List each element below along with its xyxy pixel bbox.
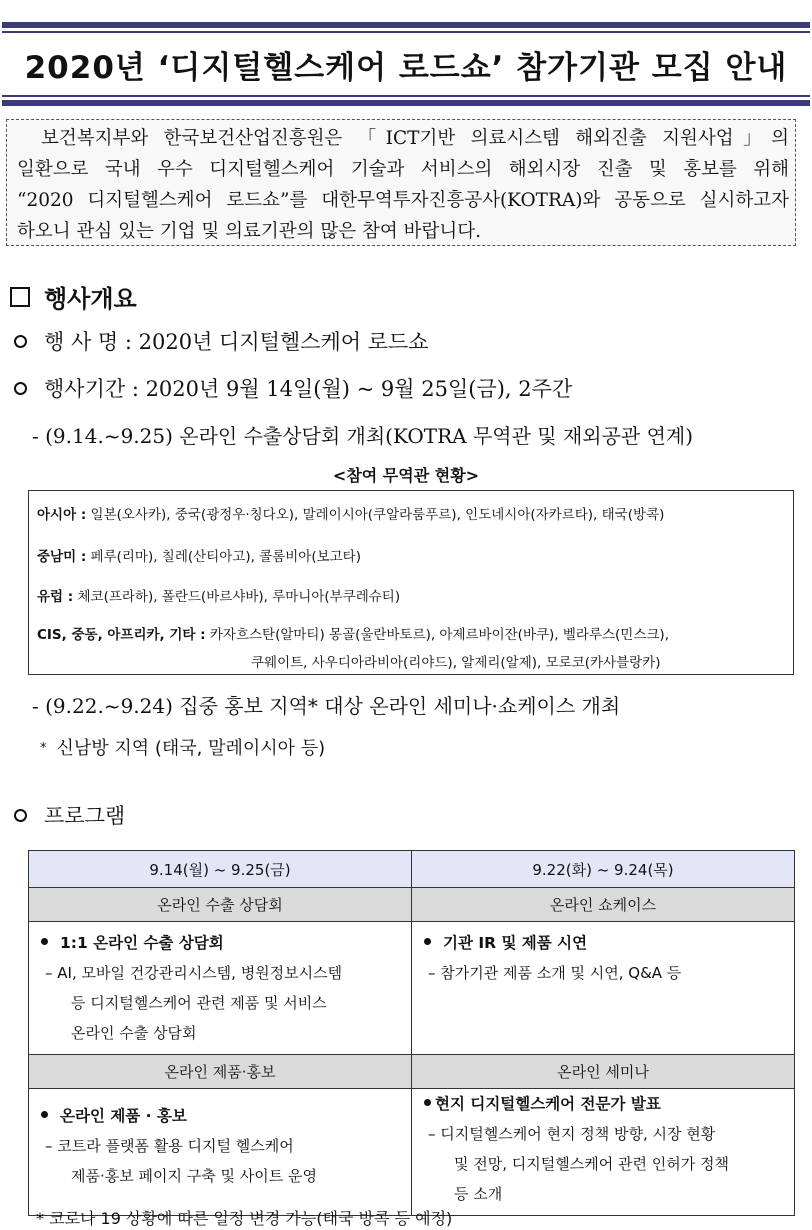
bottom-rule — [2, 100, 810, 106]
region-list: 페루(리마), 칠레(산티아고), 콜롬비아(보고타) — [90, 549, 361, 565]
program-item-desc: – AI, 모바일 건강관리시스템, 병원정보시스템 — [45, 964, 343, 982]
program-item-desc: 제품·홍보 페이지 구축 및 사이트 운영 — [71, 1167, 317, 1185]
program-head: 온라인 쇼케이스 — [412, 888, 795, 922]
bullet-dot-icon — [41, 938, 48, 945]
circle-bullet-icon — [14, 809, 27, 822]
region-label: 중남미 : — [37, 549, 87, 565]
intro-line: 보건복지부와 한국보건산업진흥원은 「ICT기반 의료시스템 해외진출 지원사업」의 — [41, 128, 789, 149]
circle-bullet-icon — [14, 382, 27, 395]
section-title: 행사개요 — [44, 285, 137, 313]
date-right: 9.22(화) ~ 9.24(목) — [412, 851, 795, 888]
program-item-desc: 등 소개 — [454, 1185, 503, 1203]
bullet-dot-icon — [424, 938, 431, 945]
program-heading: 프로그램 — [44, 804, 126, 828]
trade-offices-box — [28, 490, 794, 675]
region-list: 일본(오사카), 중국(광정우·칭다오), 말레이시아(쿠알라룸푸르), 인도네시아(자카르타), 태국(방콕) — [90, 507, 665, 523]
intro-box — [6, 119, 796, 246]
program-table — [28, 850, 795, 1216]
program-item-title: 현지 디지털헬스케어 전문가 발표 — [435, 1095, 661, 1113]
program-item-desc: 등 디지털헬스케어 관련 제품 및 서비스 — [71, 994, 327, 1012]
program-item-desc: – 참가기관 제품 소개 및 시연, Q&A 등 — [428, 964, 682, 982]
section-heading — [10, 279, 137, 314]
program-item-desc: – 코트라 플랫폼 활용 디지털 헬스케어 — [45, 1137, 294, 1155]
program-heading-item — [14, 800, 125, 830]
region-label: 아시아 : — [37, 507, 87, 523]
region-list: 카자흐스탄(알마티) 몽골(울란바토르), 아제르바이잔(바쿠), 벨라루스(민스크), — [209, 627, 669, 643]
region-cis-cont: 쿠웨이트, 사우디아라비아(리야드), 알제리(알제), 모로코(카사블랑카) — [251, 655, 661, 671]
region-list: 체코(프라하), 폴란드(바르샤바), 루마니아(부쿠레슈티) — [77, 589, 401, 605]
event-period: 행사기간 : 2020년 9월 14일(월) ~ 9월 25일(금), 2주간 — [44, 377, 573, 401]
region-label: CIS, 중동, 아프리카, 기타 : — [37, 627, 206, 643]
circle-bullet-icon — [14, 335, 27, 348]
program-item-title: 1:1 온라인 수출 상담회 — [60, 934, 224, 952]
region-asia — [37, 503, 664, 523]
bottom-note: * 코로나 19 상황에 따른 일정 변경 가능(태국 방콕 등 예정) — [36, 1209, 453, 1228]
program-cell — [412, 922, 795, 1055]
date-left: 9.14(월) ~ 9.25(금) — [29, 851, 412, 888]
event-name-item — [14, 326, 429, 356]
region-europe — [37, 585, 400, 605]
checkbox-square-icon — [10, 287, 30, 307]
region-label: 유럽 : — [37, 589, 74, 605]
bottom-rule-thin — [2, 95, 810, 97]
program-head: 온라인 수출 상담회 — [29, 888, 412, 922]
intro-line: 하오니 관심 있는 기업 및 의료기관의 많은 참여 바랍니다. — [17, 221, 481, 242]
program-cell — [29, 922, 412, 1055]
program-item-desc: – 디지털헬스케어 현지 정책 방향, 시장 현황 — [428, 1125, 716, 1143]
program-head: 온라인 세미나 — [412, 1055, 795, 1089]
bullet-dot-icon — [41, 1111, 48, 1118]
program-cell — [29, 1089, 412, 1216]
showcase-note — [40, 734, 325, 760]
intro-line: “2020 디지털헬스케어 로드쇼”를 대한무역투자진흥공사(KOTRA)와 공동으로 실시하고자 — [17, 190, 789, 211]
program-cell — [412, 1089, 795, 1216]
asterisk-icon: * — [40, 741, 47, 756]
event-name: 행 사 명 : 2020년 디지털헬스케어 로드쇼 — [44, 330, 429, 354]
intro-line: 일환으로 국내 우수 디지털헬스케어 기술과 서비스의 해외시장 진출 및 홍보를 위해 — [17, 159, 789, 180]
program-head: 온라인 제품·홍보 — [29, 1055, 412, 1089]
program-item-desc: 온라인 수출 상담회 — [71, 1024, 197, 1042]
region-cis — [37, 623, 669, 643]
page-title: 2020년 ‘디지털헬스케어 로드쇼’ 참가기관 모집 안내 — [24, 50, 788, 86]
top-rule — [2, 22, 810, 28]
showcase-note-text: 신남방 지역 (태국, 말레이시아 등) — [56, 738, 326, 759]
trade-offices-heading: <참여 무역관 현황> — [332, 466, 480, 485]
program-item-title: 기관 IR 및 제품 시연 — [443, 934, 588, 952]
online-meeting-line: - (9.14.~9.25) 온라인 수출상담회 개최(KOTRA 무역관 및 재외공관 연계) — [32, 424, 694, 448]
program-item-desc: 및 전망, 디지털헬스케어 관련 인허가 정책 — [454, 1155, 729, 1173]
bullet-dot-icon — [424, 1099, 431, 1106]
program-item-title: 온라인 제품 · 홍보 — [60, 1107, 187, 1125]
region-latam — [37, 545, 361, 565]
title-banner — [0, 22, 812, 106]
event-period-item — [14, 373, 572, 403]
showcase-line: - (9.22.~9.24) 집중 홍보 지역* 대상 온라인 세미나·쇼케이스 개최 — [32, 694, 621, 718]
